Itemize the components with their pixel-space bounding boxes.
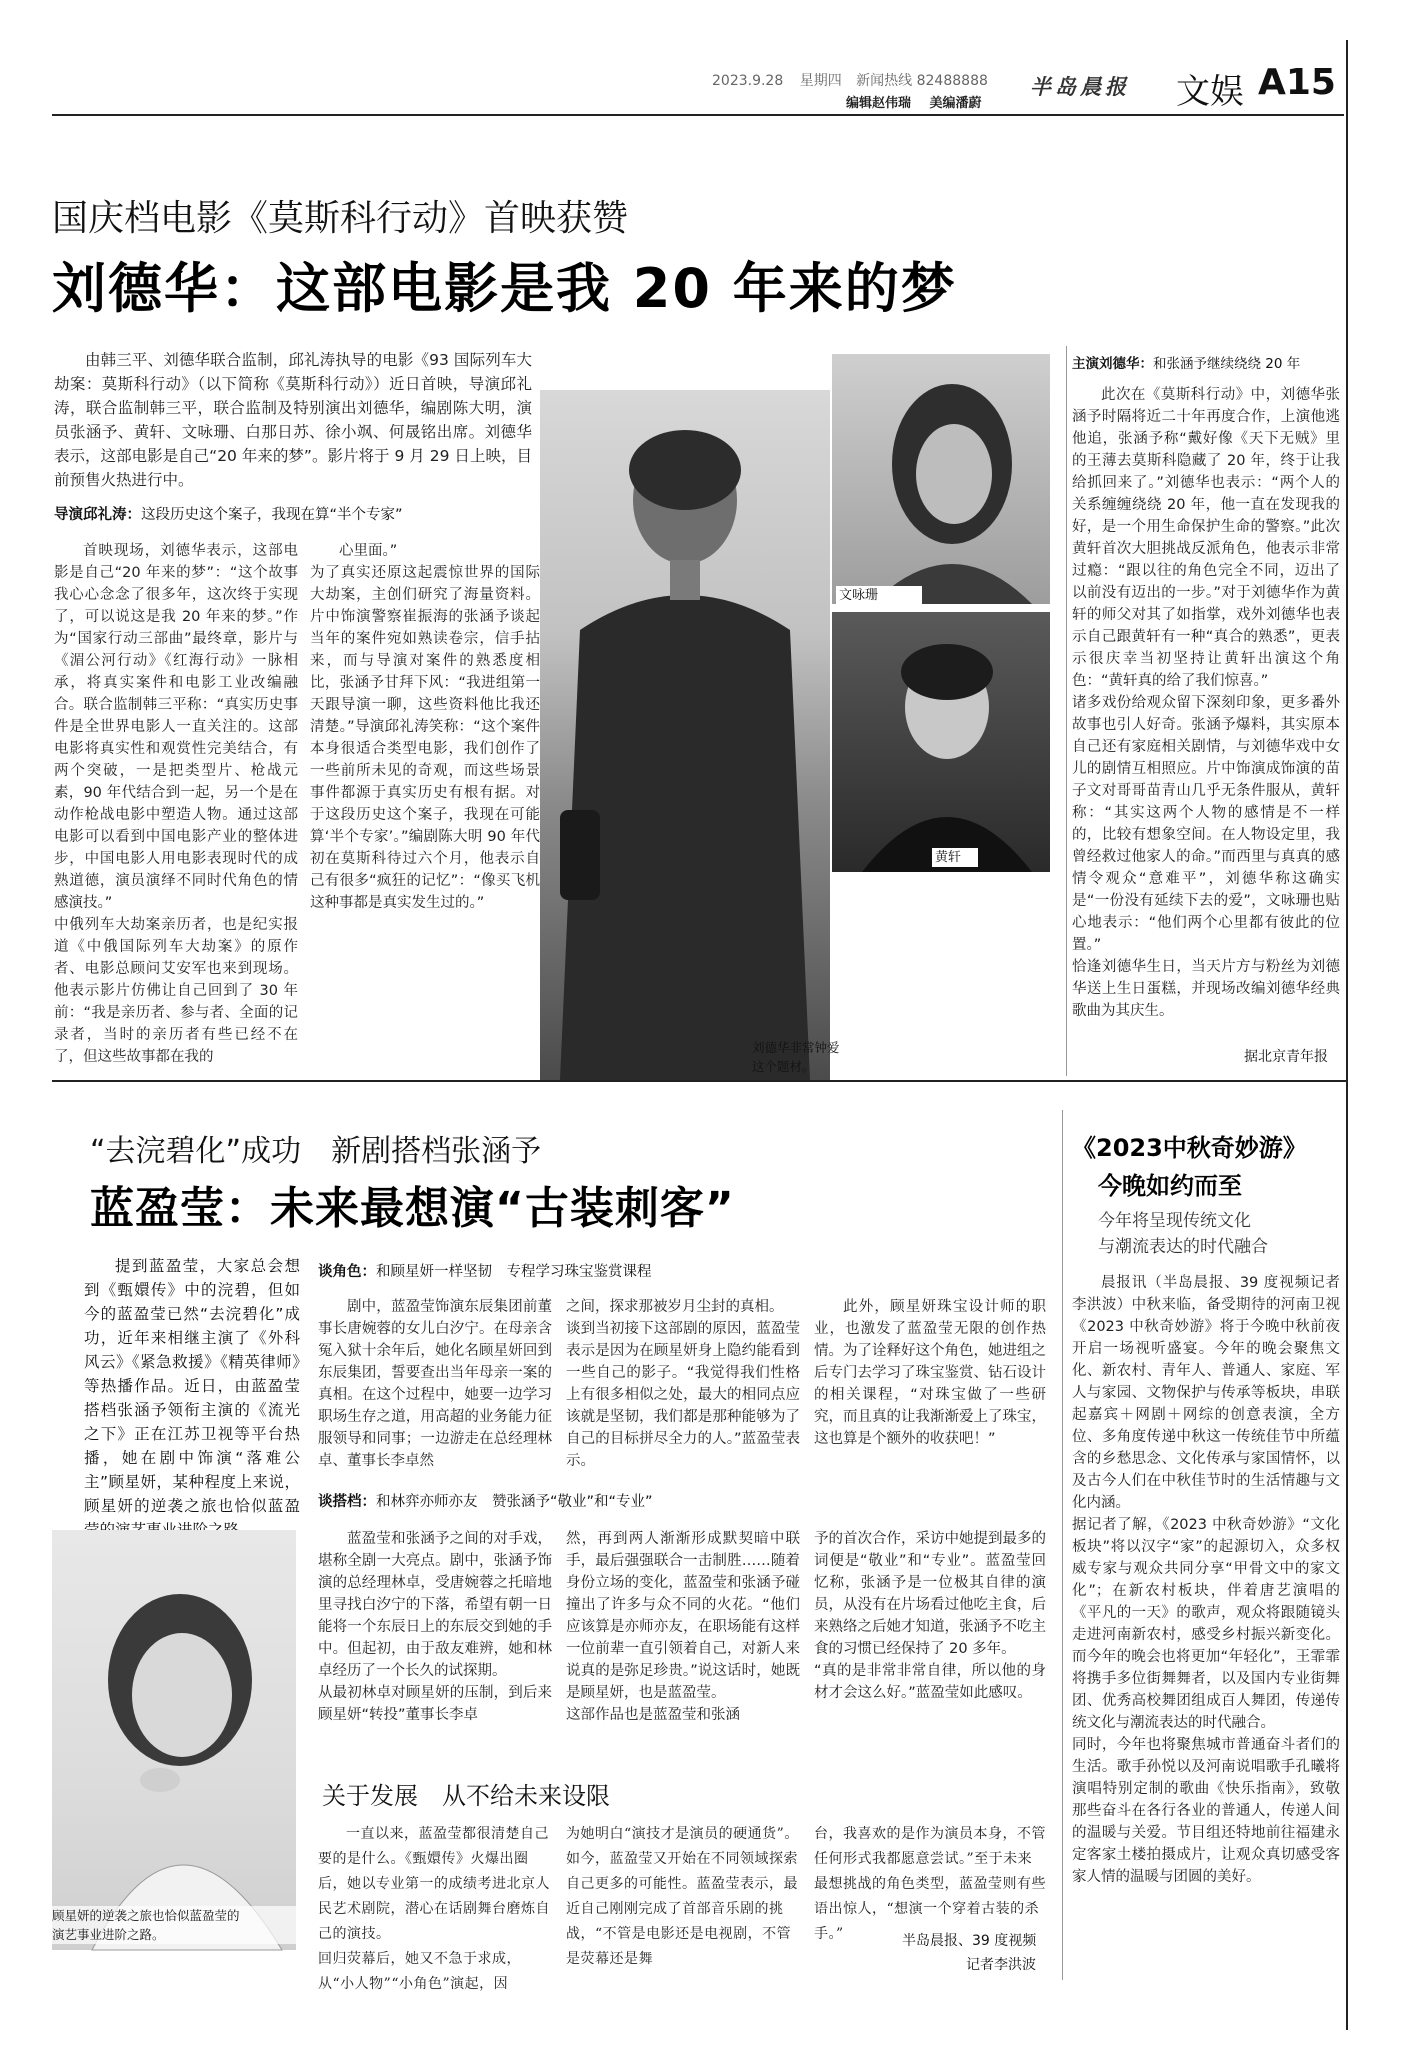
header-weekday: 星期四 bbox=[799, 73, 842, 89]
story2-c-col3: 台，我喜欢的是作为演员本身，不管任何形式我都愿意尝试。”至于未来最想挑战的角色类型，蓝盈莹则有些语出惊人，“想演一个穿着古装的杀手。” bbox=[814, 1826, 1046, 1942]
story2-credit-reporter: 记者李洪波 bbox=[966, 1957, 1036, 1973]
wen-yongshan-figure bbox=[832, 354, 1050, 604]
lan-yingying-photo bbox=[52, 1530, 296, 1950]
header-hotline: 新闻热线 82488888 bbox=[856, 73, 988, 89]
story2-subhead-future: 关于发展 从不给未来设限 bbox=[322, 1782, 610, 1810]
story2-lead: 提到蓝盈莹，大家总会想到《甄嬛传》中的浣碧，但如今的蓝盈莹已然“去浣碧化”成功，近年来相继主演了《外科风云》《紧急救援》《精英律师》等热播作品。近日，由蓝盈莹搭档张涵予领衔主演的《流光之下》正在江苏卫视等平台热播，她在剧中饰演“落难公主”顾星妍，某种程度上来说，顾星妍的逆袭之旅也恰似蓝盈 bbox=[84, 1257, 300, 1515]
story1-sub2-label: 主演刘德华： bbox=[1072, 356, 1153, 372]
story2-sub2-text: 和林弈亦师亦友 赞张涵予“敬业”和“专业” bbox=[376, 1494, 653, 1510]
story1-sub1-label: 导演邱礼涛： bbox=[54, 507, 141, 523]
story2-a-col3: 此外，顾星妍珠宝设计师的职业，也激发了蓝盈莹无限的创作热情。为了诠释好这个角色，她进组之后专门去学习了珠宝鉴赏、钻石设计的相关课程，“对珠宝做了一些研究，而且真的让我渐渐爱上了珠宝，这也算是个额外的收获吧！” bbox=[814, 1299, 1046, 1447]
huang-xuan-photo bbox=[832, 612, 1050, 872]
story1-col3: 此次在《莫斯科行动》中，刘德华张涵予时隔将近二十年再度合作，上演他逃他追，张涵予称“戴好像《天下无贼》里的王薄去莫斯科隐藏了 20 年，终于让我给抓回来了。”刘德华也表示：“两个人的关系缠缠绕绕 20 年，他一直在发现我的好，是一个用生命保护生命的警察。”此次黄轩首次大胆挑战反派角色，他表示非常过瘾：“跟以往的角色完全不同，迈出了以前没有迈出的一步。”对于刘德华作为黄轩的师父对其了如指掌，戏外刘德华也表示自己跟黄轩有一种“真合的熟悉”，更表示很庆幸当初坚持让黄轩出演这个角色：“黄轩真的给了我们惊喜。” 诸多戏份给观众留下深刻印象，更多番外故事也引人好奇。张涵予爆料，其实原本自己还有家庭相关剧情，与刘德华戏中女儿的剧情互相照应。片中饰演成饰演的苗子文对哥哥苗青山几乎无条件服从，黄轩称：“其实这两个人物的感情是不一样的，比较有想象空间。在人物设定里，我曾经救过他家人的命。”而西里与真真的感情令观众“意难平”，刘德华称这确实是“一份没有延续下去的爱”，文咏珊也贴心地表示：“他们两个心里都有彼此的位置。” 恰逢刘德华生日，当天片方与粉丝为刘德华送上生日蛋糕，并现场改编刘德华经典歌曲为其庆生。 bbox=[1072, 387, 1340, 1019]
story3-body: 晨报讯（半岛晨报、39 度视频记者李洪波）中秋来临，备受期待的河南卫视《2023 中秋奇妙游》将于今晚中秋前夜开启一场视听盛宴。今年的晚会聚焦文化、新农村、青年人、普通人、家庭、军人与家园、文物保护与传承等板块，串联起嘉宾＋网剧＋网综的创意表演，全方位、多角度传递中秋这一传统佳节中所蕴含的乡愁思念、文化传承与家国情怀，以及古今人们在中秋佳节时的生活情趣与文化内涵。 据记者了解，《2023 中秋奇妙游》“文化板块”将以汉字“家”的起源切入，众多权威专家与观众共同分享“甲骨文中的家文化”；在新农村板块，伴着唐艺演唱的《平凡的一天》的歌声，观众将跟随镜头走进河南新农村，感受乡村振兴新变化。而今年的晚会也将更加“年轻化”，王霏霏将携手多位街舞舞者，以及国内专业街舞团、优秀高校舞团组成百人舞团，传递传统文化与潮流表达的时代融合。 同时，今年也将聚焦城市普通奋斗者们的生活。歌手孙悦以及河南说唱歌手孔曦将演唱特别定制的歌曲《快乐指南》，致敬那些奋斗在各行各业的普通人，传递人间的温暖与关爱。节目组还特地前往福建永定客家土楼拍摄成片，让观众真切感受客家人情的温暖与团圆的美好。 bbox=[1072, 1275, 1340, 1885]
header-editors bbox=[846, 92, 982, 111]
story1-sub1-text: 这段历史这个案子，我现在算“半个专家” bbox=[141, 507, 403, 523]
andy-lau-caption: 刘德华非常钟爱 这个题材。 bbox=[752, 1040, 840, 1074]
story1-subhead-lead-actor bbox=[1072, 352, 1300, 372]
story1-source: 据北京青年报 bbox=[1244, 1049, 1328, 1065]
story-divider bbox=[52, 1080, 1346, 1082]
andy-lau-figure bbox=[540, 390, 830, 1080]
masthead-logo: 半岛晨报 bbox=[1030, 74, 1130, 99]
story2-b-col2: 然，再到两人渐渐形成默契暗中联手，最后强强联合一击制胜……随着身份立场的变化，蓝盈莹和张涵予碰撞出了许多与众不同的火花。“他们应该算是亦师亦友，在职场能有这样一位前辈一直引领着自己，对新人来说真的是弥足珍贵。”说这话时，她既是顾星妍，也是蓝盈莹。 这部作品也是蓝盈莹和张涵 bbox=[566, 1531, 800, 1723]
story2-credit-outlet: 半岛晨报、39 度视频 bbox=[902, 1933, 1037, 1949]
story2-sub2-label: 谈搭档： bbox=[318, 1494, 376, 1510]
wen-yongshan-caption: 文咏珊 bbox=[836, 586, 922, 605]
story2-b-col3: 予的首次合作，采访中她提到最多的词便是“敬业”和“专业”。蓝盈莹回忆称，张涵予是一位极其自律的演员，从没有在片场看过他吃主食，后来熟络之后她才知道，张涵予不吃主食的习惯已经保持了 20 多年。 “真的是非常非常自律，所以他的身材才会这么好。”蓝盈莹如此感叹。 bbox=[814, 1531, 1046, 1701]
header-dateline bbox=[712, 70, 988, 90]
story1-kicker: 国庆档电影《莫斯科行动》首映获赞 bbox=[52, 198, 629, 239]
header-rule bbox=[52, 114, 1344, 116]
page-number: A15 bbox=[1258, 62, 1336, 103]
story1-right-divider bbox=[1066, 346, 1067, 1076]
story2-a-col1: 剧中，蓝盈莹饰演东辰集团前董事长唐婉蓉的女儿白汐宁。在母亲含冤入狱十余年后，她化名顾星妍回到东辰集团，誓要查出当年母亲一案的真相。在这个过程中，她要一边学习职场生存之道，用高超的业务能力征服领导和同事；一边游走在总经理林卓、董事长李卓然 bbox=[318, 1299, 552, 1469]
story1-sub2-text: 和张涵予继续绕绕 20 年 bbox=[1153, 356, 1301, 372]
section-label: 文娱 bbox=[1176, 72, 1244, 112]
story2-c-col2: 为她明白“演技才是演员的硬通货”。 如今，蓝盈莹又开始在不同领域探索自己更多的可能性。蓝盈莹表示，最近自己刚刚完成了首部音乐剧的挑战，“不管是电影还是电视剧，不管是荧幕还是舞 bbox=[566, 1826, 799, 1967]
andy-lau-photo bbox=[540, 390, 830, 1080]
huang-xuan-figure bbox=[832, 612, 1050, 872]
story2-a-col2: 之间，探求那被岁月尘封的真相。 谈到当初接下这部剧的原因，蓝盈莹表示是因为在顾星妍身上隐约能看到一些自己的影子。“我觉得我们性格上有很多相似之处，最大的相同点应该就是坚韧，我们都是那种能够为了自己的目标拼尽全力的人。”蓝盈莹表示。 bbox=[566, 1299, 800, 1469]
story1-lead: 由韩三平、刘德华联合监制，邱礼涛执导的电影《93 国际列车大劫案：莫斯科行动》（以下简称《莫斯科行动》）近日首映，导演邱礼涛，联合监制韩三平，联合监制及特别演出刘德华，编剧陈大明，演员张涵予、黄轩、文咏珊、白那日苏、徐小飒、何晟铭出席。刘德华表示，这部电影是自己“20 年来的梦”。影片将于 9 月 29 日上映，目前预售火热进行中。 bbox=[54, 351, 532, 489]
story1-subhead-director bbox=[54, 503, 403, 524]
right-margin-rule bbox=[1346, 40, 1348, 2030]
lan-yingying-caption: 顾星妍的逆袭之旅也恰似蓝盈莹的 演艺事业进阶之路。 bbox=[52, 1906, 296, 1944]
story2-sub1-text: 和顾星妍一样坚韧 专程学习珠宝鉴赏课程 bbox=[376, 1264, 652, 1280]
story2-c-col1: 一直以来，蓝盈莹都很清楚自己要的是什么。《甄嬛传》火爆出圈后，她以专业第一的成绩考进北京人民艺术剧院，潜心在话剧舞台磨炼自己的演技。 回归荧幕后，她又不急于求成，从“小人物”“小角色”演起，因 bbox=[318, 1826, 550, 1992]
header-editor: 编辑赵伟瑞 bbox=[846, 96, 912, 111]
story2-b-col1: 蓝盈莹和张涵予之间的对手戏，堪称全剧一大亮点。剧中，张涵予饰演的总经理林卓，受唐婉蓉之托暗地里寻找白汐宁的下落，希望有朝一日能将一个东辰日上的东辰交到她的手中。但起初，由于敌友难辨，她和林卓经历了一个长久的试探期。 从最初林卓对顾星妍的压制，到后来顾星妍“转投”董事长李卓 bbox=[318, 1531, 552, 1723]
header-date: 2023.9.28 bbox=[712, 73, 784, 89]
story1-headline: 刘德华：这部电影是我 20 年来的梦 bbox=[52, 257, 957, 320]
story2-headline: 蓝盈莹：未来最想演“古装刺客” bbox=[90, 1183, 735, 1234]
story2-kicker: “去浣碧化”成功 新剧搭档张涵予 bbox=[90, 1134, 542, 1169]
story2-sub1-label: 谈角色： bbox=[318, 1264, 376, 1280]
story3-divider bbox=[1062, 1110, 1063, 1980]
lan-yingying-figure bbox=[52, 1530, 296, 1950]
story3-headline-line1: 《2023中秋奇妙游》 bbox=[1072, 1134, 1307, 1162]
wen-yongshan-photo bbox=[832, 354, 1050, 604]
huang-xuan-caption: 黄轩 bbox=[932, 848, 978, 867]
story1-col2: 心里面。” 为了真实还原这起震惊世界的国际大劫案，主创们研究了海量资料。片中饰演警察崔振海的张涵予谈起当年的案件宛如熟读卷宗，信手拈来，而与导演对案件的熟悉度相比，张涵予甘拜下风：“我进组第一天跟导演一聊，这些资料他比我还清楚。”导演邱礼涛笑称：“这个案件本身很适合类型电影，我们创作了一些前所未见的奇观，而这些场景事件都源于真实历史有根有据。对于这段历史这个案子，我现在可能算‘半个专家’。”编剧陈大明 90 年代初在莫斯科待过六个月，他表示自己有很多“疯狂的记忆”：“像买飞机这种事都是真实发生过的。” bbox=[310, 543, 540, 911]
story2-subhead-partner bbox=[318, 1490, 653, 1511]
story3-deck: 今年将呈现传统文化 与潮流表达的时代融合 bbox=[1098, 1211, 1268, 1257]
story3-headline-line2: 今晚如约而至 bbox=[1098, 1172, 1242, 1200]
header-designer: 美编潘蔚 bbox=[929, 96, 982, 111]
story1-col1: 首映现场，刘德华表示，这部电影是自己“20 年来的梦”：“这个故事我心心念念了很多年，这次终于实现了，可以说这是我 20 年来的梦。”作为“国家行动三部曲”最终章，影片与《湄公河行动》《红海行动》一脉相承，将真实案件和电影工业改编融合。联合监制韩三平称：“真实历史事件是全世界电影人一直关注的。这部电影将真实性和观赏性完美结合，有两个突破，一是把类型片、枪战元素，90 年代结合到一起，另一个是在动作枪战电影中塑造人物。通过这部电影可以看到中国电影产业的整体进步，中国电影人用电影表现时代的成熟道德，演员演绎不同时代角色的情感演技。” 中俄列车大劫案亲历者，也是纪实报道《中俄国际列车大劫案》的原作者、电影总顾问艾安军也来到现场。他表示影片仿佛让自己回到了 30 年前：“我是亲历者、参与者、全面的记录者，当时的亲历者有些已经不在了，但这些故事都在我的 bbox=[54, 543, 298, 1065]
story2-subhead-role bbox=[318, 1260, 652, 1281]
